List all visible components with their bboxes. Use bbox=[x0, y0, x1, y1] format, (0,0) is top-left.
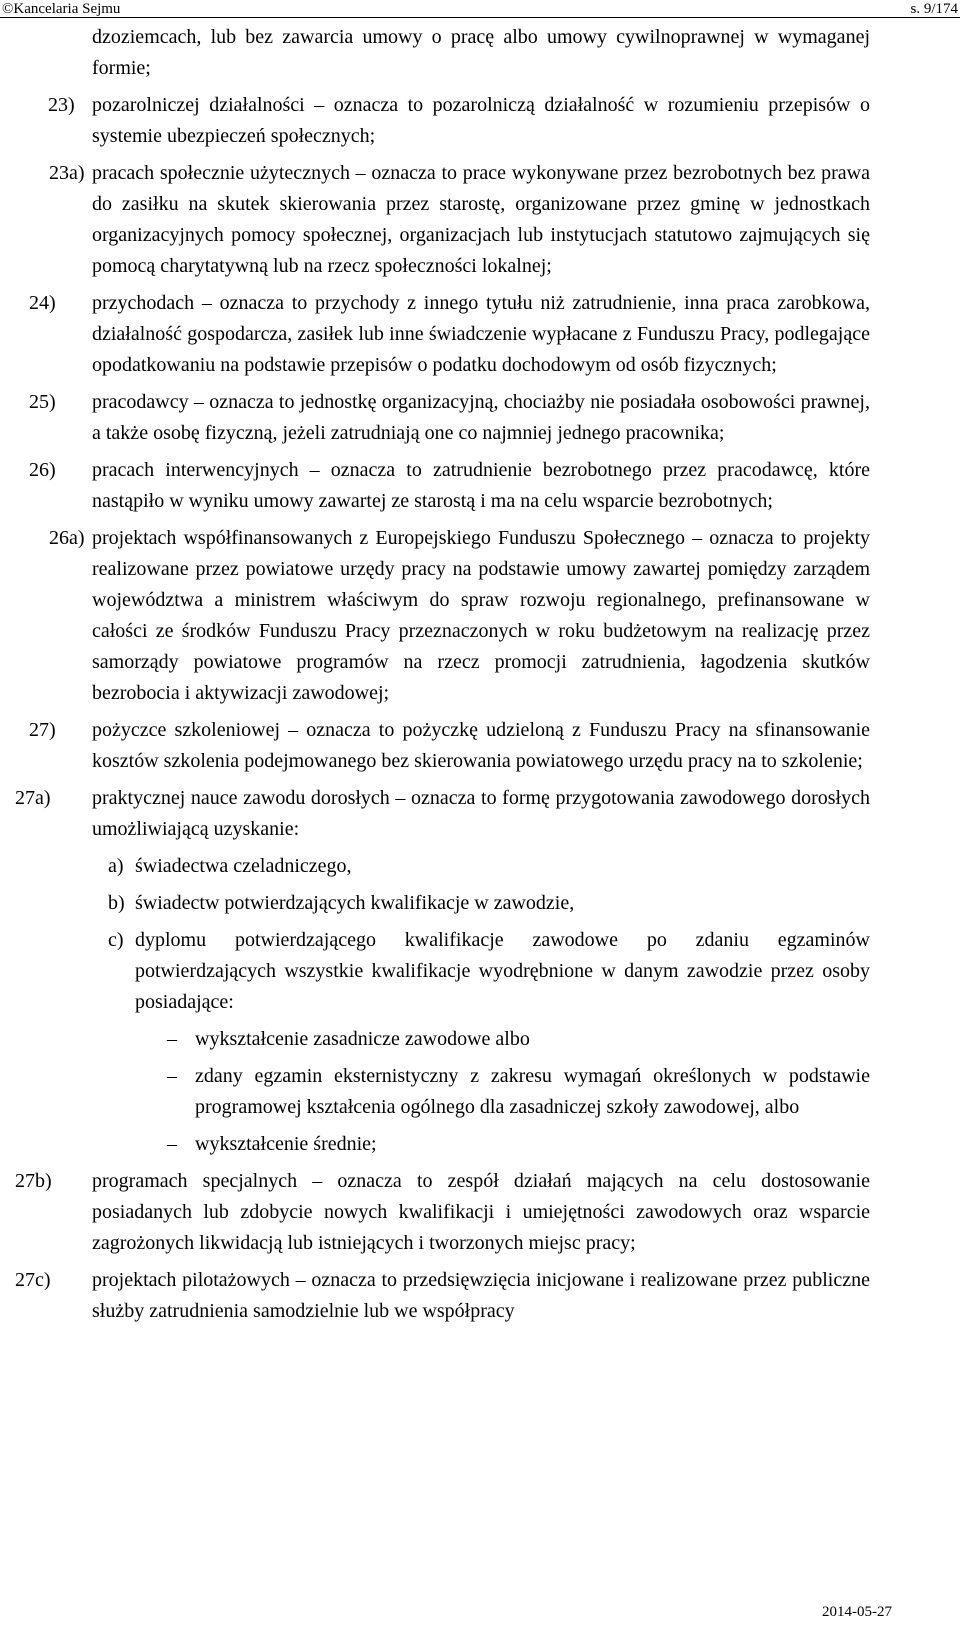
item-text: projektach współfinansowanych z Europejskiego Funduszu Społecznego – oznacza to projekty realizowane przez powiatowe urzędy pracy na podstawie umowy zawartej pomiędzy zarządem województwa a ministrem właściwym do spraw rozwoju regionalnego, prefinansowane w całości ze środków Funduszu Pracy przeznaczonych w roku budżetowym na realizację przez samorządy powiatowe programów na rzecz promocji zatrudnienia, łagodzenia skutków bezrobocia i aktywizacji zawodowej; bbox=[92, 527, 870, 704]
item-label: 23a) bbox=[49, 162, 85, 184]
item-label: 27a) bbox=[15, 787, 51, 809]
dash-item-text: zdany egzamin eksternistyczny z zakresu wymagań określonych w podstawie programowej kształcenia ogólnego dla zasadniczej szkoły zawodowej, albo bbox=[195, 1065, 870, 1118]
continuation-paragraph: dzoziemcach, lub bez zawarcia umowy o pracę albo umowy cywilnoprawnej w wymaganej formie; bbox=[92, 26, 870, 79]
dash-item-3 bbox=[167, 1129, 870, 1160]
definition-item-25 bbox=[29, 387, 870, 449]
document-body bbox=[0, 22, 960, 1327]
sub-item-a bbox=[108, 851, 870, 882]
sub-item-label: c) bbox=[108, 929, 124, 951]
dash-item-text: wykształcenie zasadnicze zawodowe albo bbox=[195, 1028, 530, 1050]
document-date: 2014-05-27 bbox=[822, 1604, 892, 1620]
dash-marker: – bbox=[167, 1028, 177, 1050]
dash-item-2 bbox=[167, 1061, 870, 1123]
dash-item-1 bbox=[167, 1024, 870, 1055]
item-text: pożyczce szkoleniowej – oznacza to pożyczkę udzieloną z Funduszu Pracy na sfinansowanie kosztów szkolenia podejmowanego bez skierowania powiatowego urzędu pracy na to szkolenie; bbox=[92, 719, 870, 772]
item-label: 25) bbox=[29, 391, 56, 413]
definition-item-27 bbox=[29, 715, 870, 777]
item-text: pracach społecznie użytecznych – oznacza to prace wykonywane przez bezrobotnych bez prawa do zasiłku na skutek skierowania przez starostę, organizowane przez gminę w jednostkach organizacyjnych pomocy społecznej, organizacjach lub instytucjach statutowo zajmujących się pomocą charytatywną lub na rzecz społeczności lokalnej; bbox=[92, 162, 870, 277]
sub-item-label: b) bbox=[108, 892, 125, 914]
item-text: pozarolniczej działalności – oznacza to pozarolniczą działalność w rozumieniu przepisów o systemie ubezpieczeń społecznych; bbox=[92, 94, 870, 147]
item-text: pracach interwencyjnych – oznacza to zatrudnienie bezrobotnego przez pracodawcę, które nastąpiło w wyniku umowy zawartej ze starostą i ma na celu wsparcie bezrobotnych; bbox=[92, 459, 870, 512]
definition-item-26 bbox=[29, 455, 870, 517]
item-text: projektach pilotażowych – oznacza to przedsięwzięcia inicjowane i realizowane przez publiczne służby zatrudnienia samodzielnie lub we współpracy bbox=[92, 1269, 870, 1322]
sub-item-text: świadectw potwierdzających kwalifikacje w zawodzie, bbox=[135, 892, 575, 914]
header-divider bbox=[0, 17, 960, 18]
document-source: ©Kancelaria Sejmu bbox=[2, 1, 121, 17]
sub-item-text: dyplomu potwierdzającego kwalifikacje zawodowe po zdaniu egzaminów potwierdzających wszystkie kwalifikacje wyodrębnione w danym zawodzie przez osoby posiadające: bbox=[135, 929, 870, 1013]
sub-item-text: świadectwa czeladniczego, bbox=[135, 855, 352, 877]
definition-item-27c bbox=[15, 1265, 870, 1327]
item-label: 27) bbox=[29, 719, 56, 741]
definition-item-27a bbox=[15, 783, 870, 845]
dash-item-text: wykształcenie średnie; bbox=[195, 1133, 377, 1155]
dash-marker: – bbox=[167, 1065, 177, 1087]
dash-marker: – bbox=[167, 1133, 177, 1155]
item-text: pracodawcy – oznacza to jednostkę organizacyjną, chociażby nie posiadała osobowości prawnej, a także osobę fizyczną, jeżeli zatrudniają one co najmniej jednego pracownika; bbox=[92, 391, 870, 444]
definition-item-23 bbox=[48, 90, 870, 152]
sub-item-c bbox=[108, 925, 870, 1018]
item-label: 27b) bbox=[15, 1170, 52, 1192]
item-label: 26a) bbox=[49, 527, 85, 549]
definition-item-26a bbox=[49, 523, 870, 709]
definition-item-27b bbox=[15, 1166, 870, 1259]
item-label: 24) bbox=[29, 292, 56, 314]
item-text: praktycznej nauce zawodu dorosłych – oznacza to formę przygotowania zawodowego dorosłych umożliwiającą uzyskanie: bbox=[92, 787, 870, 840]
item-label: 27c) bbox=[15, 1269, 51, 1291]
item-text: przychodach – oznacza to przychody z innego tytułu niż zatrudnienie, inna praca zarobkowa, działalność gospodarcza, zasiłek lub inne świadczenie wypłacane z Funduszu Pracy, podlegające opodatkowaniu na podstawie przepisów o podatku dochodowym od osób fizycznych; bbox=[92, 292, 870, 376]
sub-item-b bbox=[108, 888, 870, 919]
item-text: programach specjalnych – oznacza to zespół działań mających na celu dostosowanie posiadanych lub zdobycie nowych kwalifikacji i umiejętności zawodowych oraz wsparcie zagrożonych likwidacją lub istniejących i tworzonych miejsc pracy; bbox=[92, 1170, 870, 1254]
page-number: s. 9/174 bbox=[910, 1, 958, 17]
definition-item-23a bbox=[49, 158, 870, 282]
item-label: 26) bbox=[29, 459, 56, 481]
item-label: 23) bbox=[48, 94, 75, 116]
definition-item-24 bbox=[29, 288, 870, 381]
sub-item-label: a) bbox=[108, 855, 124, 877]
